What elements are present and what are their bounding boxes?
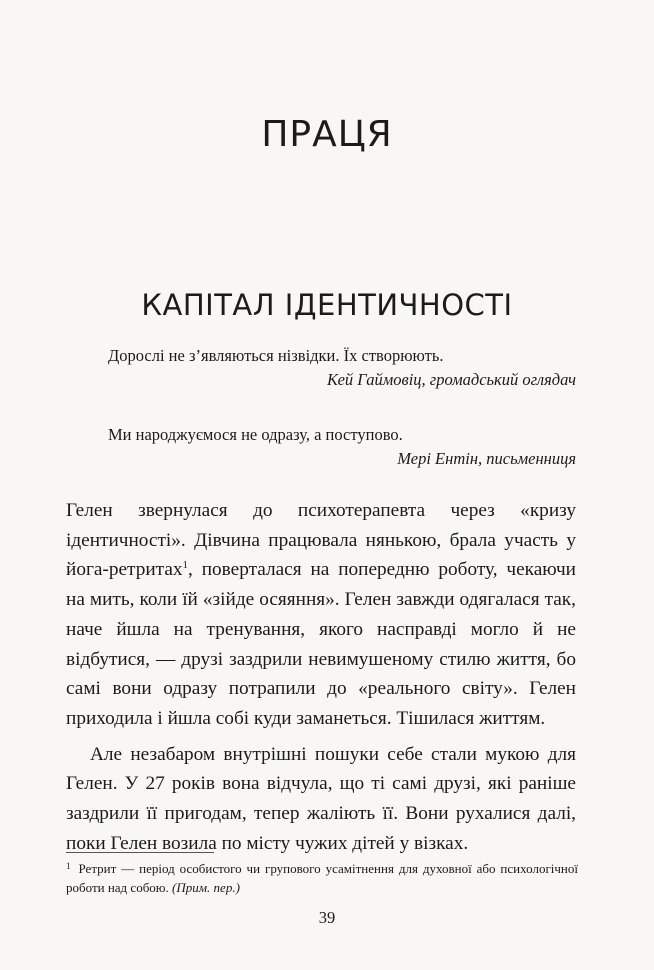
paragraph [66, 496, 576, 734]
epigraph [108, 345, 576, 391]
footnote-text: Ретрит — період особистого чи групового усамітнення для духовної або психологічної роботи над собою. [66, 861, 578, 895]
footnote-divider [66, 852, 214, 853]
epigraph-quote: Дорослі не з’являються нізвідки. Їх створюють. [108, 346, 444, 365]
paragraph-text: , поверталася на попередню роботу, чекаючи на мить, коли їй «зійде осяяння». Гелен завжди одягалася так, наче йшла на тренування, якого насправді могло й не відбутися, — друзі заздрили невимушеному стилю життя, бо самі вони одразу потрапили до «реального світу». Гелен приходила і йшла собі куди заманеться. Тішилася життям. [66, 559, 576, 729]
footnote-translator-note: (Прим. пер.) [172, 880, 240, 895]
footnote [66, 857, 578, 897]
footnote-mark: 1 [66, 861, 71, 871]
paragraph: Але незабаром внутрішні пошуки себе стали мукою для Гелен. У 27 років вона відчула, що ті самі друзі, які раніше заздрили її пригодам, тепер жаліють її. Вони рухалися далі, поки Гелен возила по місту чужих дітей у візках. [66, 743, 576, 854]
epigraph-quote: Ми народжуємося не одразу, а поступово. [108, 425, 403, 444]
footnote-reference[interactable]: 1 [182, 559, 189, 572]
chapter-title: КАПІТАЛ ІДЕНТИЧНОСТІ [141, 288, 513, 322]
paragraph-text: Гелен звернулася до психотерапевта через «кризу ідентичності». Дівчина працювала нянькою, брала участь у йога-ретритах [66, 500, 576, 581]
epigraph [108, 424, 576, 470]
part-title: ПРАЦЯ [261, 114, 393, 155]
epigraph-author: Кей Гаймовіц, громадський оглядач [327, 370, 576, 389]
body-text [66, 496, 576, 858]
epigraph-author: Мері Ентін, письменниця [397, 449, 576, 468]
page-number: 39 [318, 908, 336, 927]
